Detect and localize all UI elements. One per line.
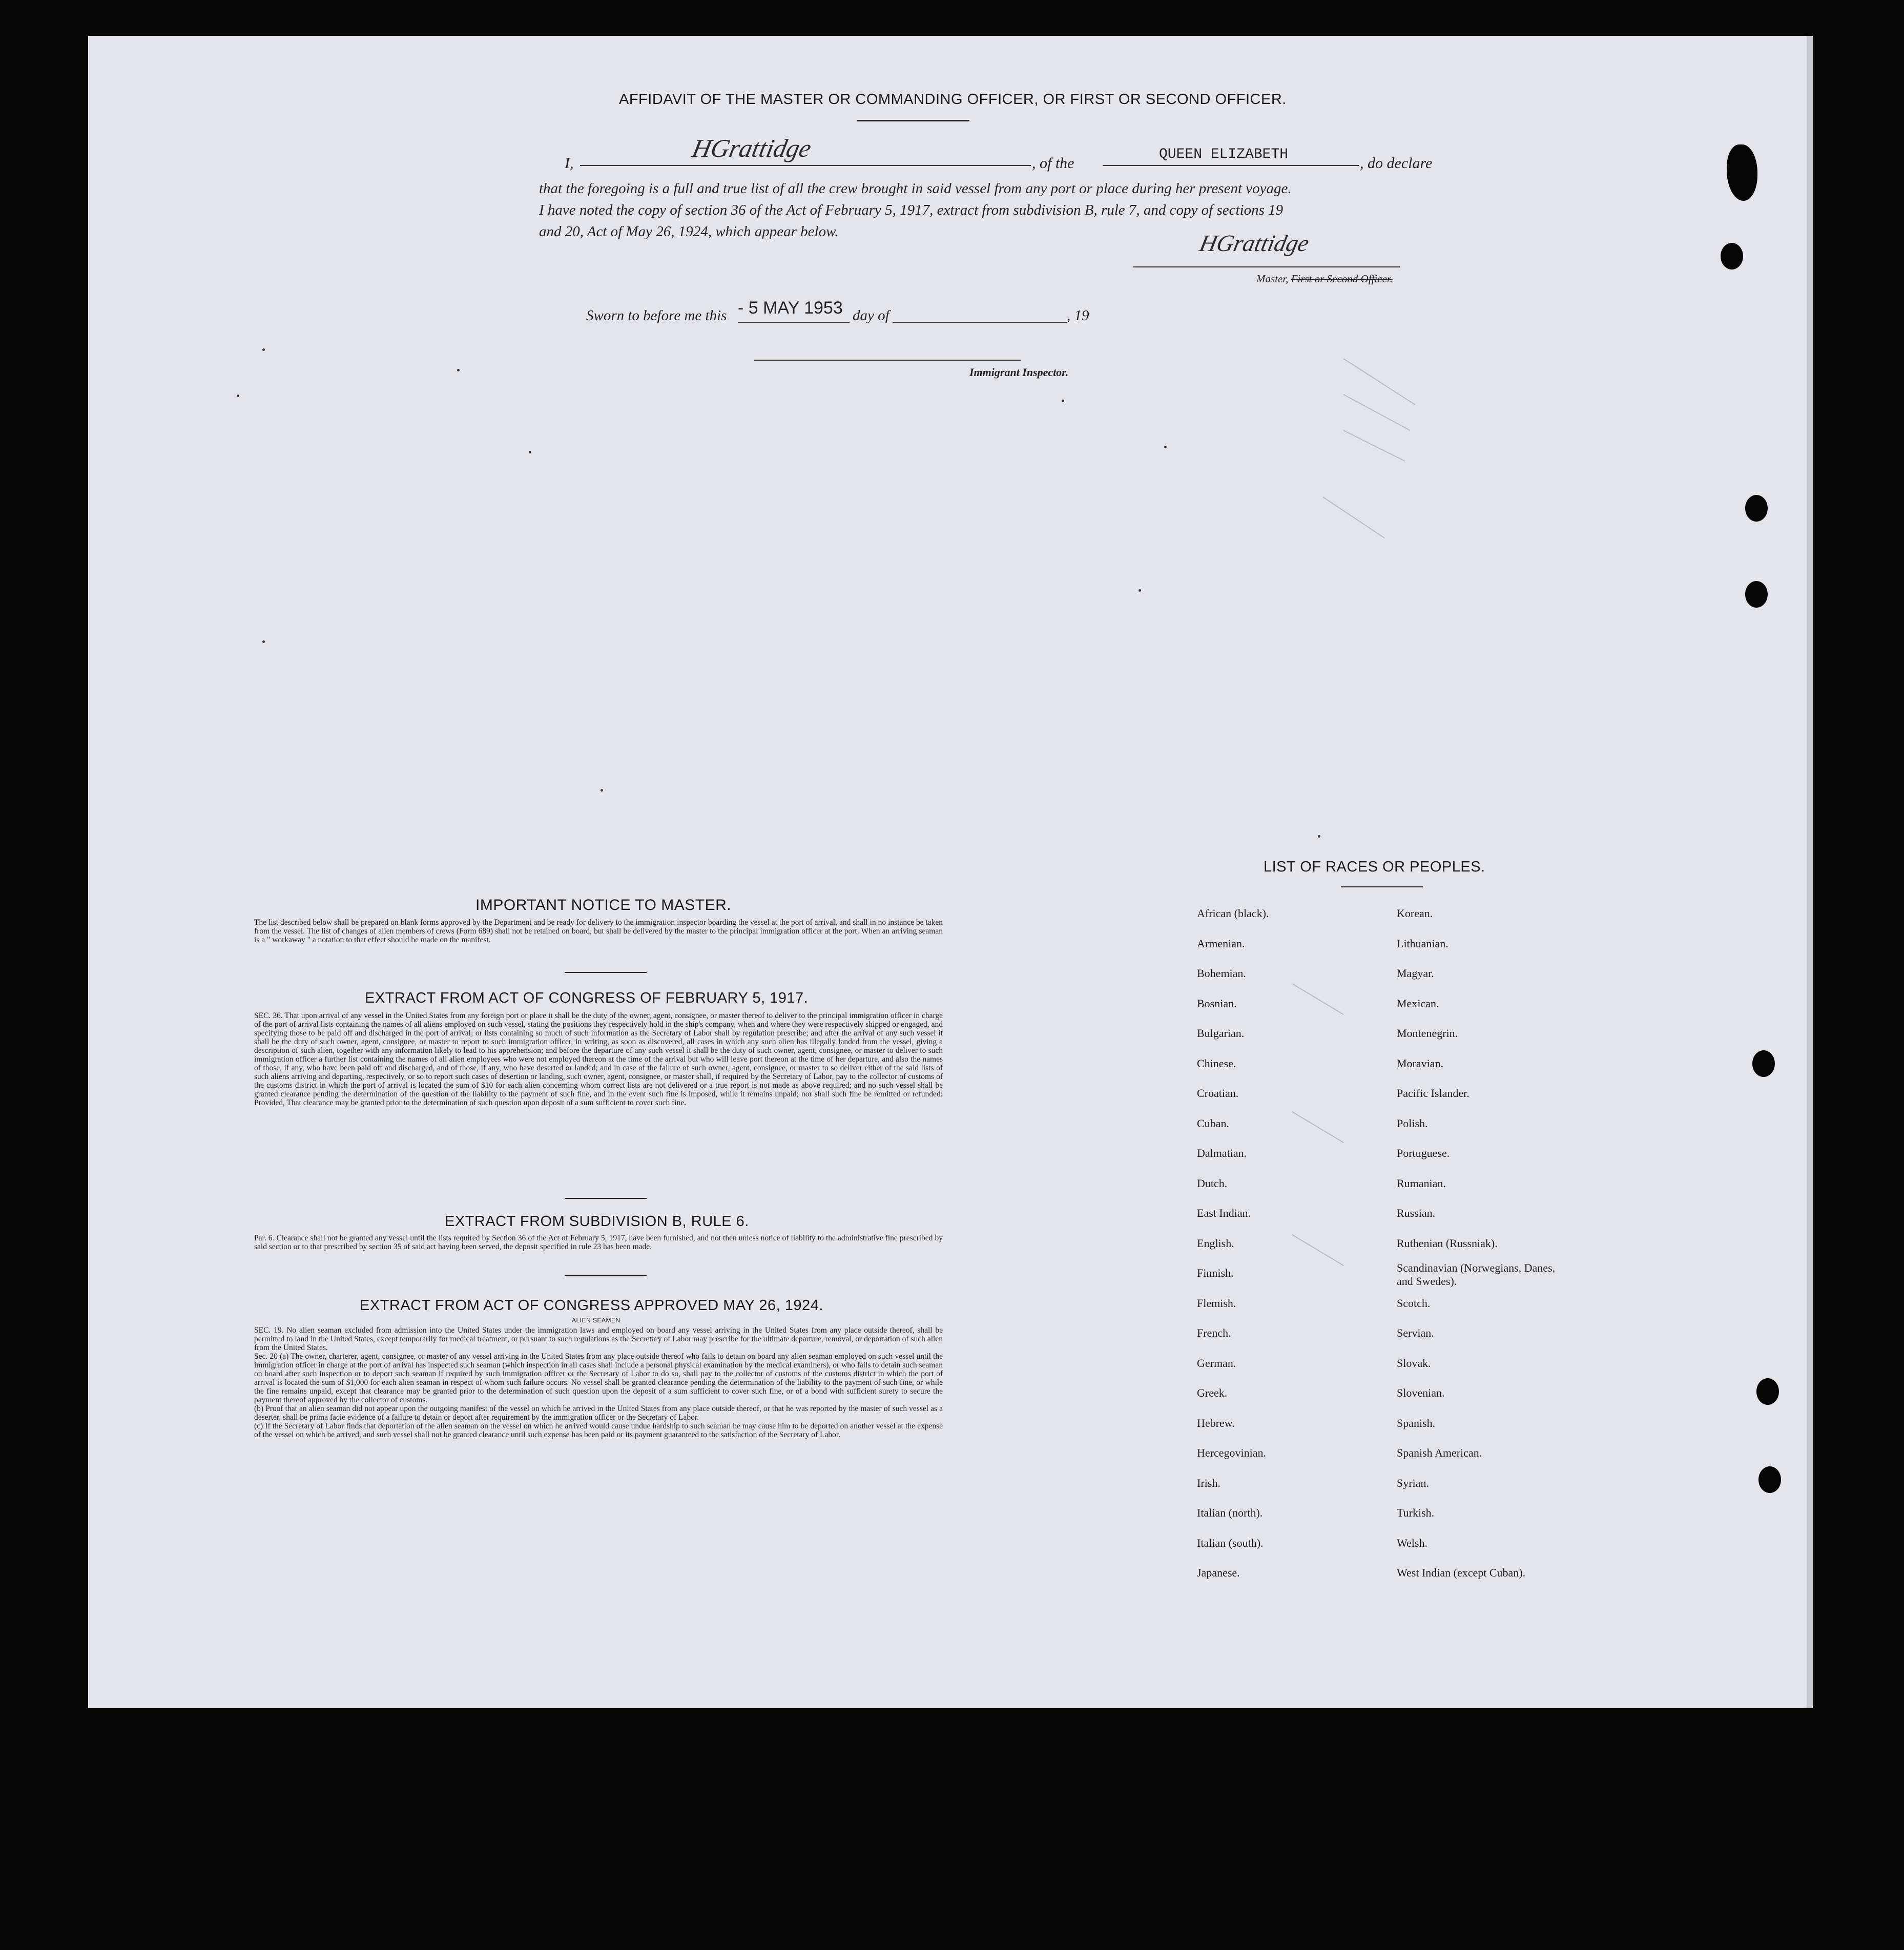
race-item: Irish. [1197,1476,1220,1489]
divider [857,120,969,121]
race-item: Bulgarian. [1197,1027,1245,1040]
race-item: African (black). [1197,907,1269,920]
extract-1924-title: EXTRACT FROM ACT OF CONGRESS APPROVED MAY 26, 1924. [360,1297,823,1314]
sworn-prefix: Sworn to before me this [586,307,727,324]
date-stamp: - 5 MAY 1953 [738,298,843,318]
divider [565,972,647,973]
races-title: LIST OF RACES OR PEOPLES. [1264,859,1485,875]
race-item: Portuguese. [1397,1147,1450,1159]
binding-hole [1752,1050,1775,1077]
alien-seamen-subtitle: ALIEN SEAMEN [572,1317,620,1324]
race-item: Dalmatian. [1197,1147,1247,1159]
stray-mark [1164,446,1167,448]
race-item: Moravian. [1397,1056,1444,1070]
race-item: Scotch. [1397,1296,1431,1310]
binding-hole [1721,243,1743,269]
rule6-title: EXTRACT FROM SUBDIVISION B, RULE 6. [445,1213,749,1230]
declaration-line-3: and 20, Act of May 26, 1924, which appear below. [539,223,839,240]
binding-hole [1758,1466,1781,1493]
stray-mark [262,640,265,643]
race-item: Armenian. [1197,937,1245,950]
stray-mark [262,348,265,351]
name-field-line [580,164,1031,166]
rule6-text: Par. 6. Clearance shall not be granted any vessel until the lists required by Section 36 of the Act of February 5, 1917, have been furnished, and not then unless notice of liability to the administrative fine prescribed by said section or to that prescribed by section 35 of said act having been served, the deposit specified in rule 23 has been made. [254,1234,943,1251]
race-item: Croatian. [1197,1087,1239,1100]
race-item: Hercegovinian. [1197,1446,1266,1459]
race-item: Polish. [1397,1116,1428,1130]
race-item: Chinese. [1197,1056,1236,1070]
race-item: Finnish. [1197,1267,1234,1279]
section-20a-text: Sec. 20 (a) The owner, charterer, agent, consignee, or master of any vessel arriving in the United States from any place outside thereof who fails to detain on board any alien seaman employed on such vessel until the immigration officer in charge at the port of arrival has inspected such seaman (which inspection in all cases shall include a personal physical examination by the medical examiners), or who fails to detain such seaman on board after such inspection or to deport such seaman if required by such immigration officer or the Secretary of Labor to do so, shall pay to the collector of customs of the customs district in which the port of arrival is located the sum of $1,000 for each alien seaman in respect of whom such failure occurs. No vessel shall be granted clearance pending the determination of the liability to the payment of such fine, or while the fine remains unpaid, except that clearance may be granted prior to the determination of such question upon the deposit of a sum sufficient to cover such fine, or of a bond with sufficient surety to secure the payment thereof approved by the collector of customs. [254,1352,943,1404]
race-item: Rumanian. [1397,1176,1446,1190]
race-item: Slovak. [1397,1356,1431,1370]
declaration-line-1: that the foregoing is a full and true list of all the crew brought in said vessel from any port or place during her present voyage. [539,180,1292,197]
stray-mark [237,395,239,397]
page-edge [1807,36,1813,1708]
stray-mark [1062,400,1064,402]
section-20c-text: (c) If the Secretary of Labor finds that deportation of the alien seaman on the vessel on which he arrived would cause undue hardship to such seaman he may cause him to be deported on another vessel at the expense of the vessel on which he arrived, and such vessel shall not be granted clearance until such expense has been paid or its payment guaranteed to the satisfaction of the Secretary of Labor. [254,1422,943,1439]
race-item: West Indian (except Cuban). [1397,1566,1526,1579]
race-item: Syrian. [1397,1476,1429,1489]
race-item: Scandinavian (Norwegians, Danes, and Swedes). [1397,1261,1556,1288]
master-title-label: Master, [1256,273,1289,285]
vessel-name: QUEEN ELIZABETH [1159,147,1289,162]
race-item: Lithuanian. [1397,937,1448,950]
master-title [1256,273,1393,285]
race-item: Slovenian. [1397,1386,1445,1399]
stray-mark [601,789,603,792]
race-item: French. [1197,1326,1231,1339]
race-item: Japanese. [1197,1566,1240,1579]
race-item: Dutch. [1197,1176,1228,1190]
extract-1924-text [254,1326,943,1439]
declaration-line-2: I have noted the copy of section 36 of the Act of February 5, 1917, extract from subdivision B, rule 7, and copy of sections 19 [539,202,1284,218]
race-item: Italian (south). [1197,1536,1264,1549]
stray-mark [457,369,460,371]
inspector-signature-line [754,359,1021,361]
race-item: Cuban. [1197,1116,1229,1130]
race-item: Bohemian. [1197,967,1246,980]
binding-hole [1745,581,1768,608]
race-item: Montenegrin. [1397,1027,1458,1040]
binding-hole [1756,1378,1779,1405]
race-item: Flemish. [1197,1296,1236,1310]
race-item: Bosnian. [1197,997,1237,1010]
notice-text: The list described below shall be prepared on blank forms approved by the Department and be ready for delivery to the immigration inspector boarding the vessel at the port of arrival, and shall in no instance be taken from the vessel. The list of changes of alien members of crews (Form 689) shall not be retained on board, but shall be delivered by the master to the principal immigration officer at the port. When an arriving seaman is a " workaway " a notation to that effect should be made on the manifest. [254,918,943,944]
race-item: English. [1197,1236,1234,1250]
race-item: Servian. [1397,1326,1434,1339]
binding-hole [1745,495,1768,522]
year-prefix: , 19 [1067,307,1089,324]
extract-1917-text: SEC. 36. That upon arrival of any vessel in the United States from any foreign port or place it shall be the duty of the owner, agent, consignee, or master thereof to deliver to the principal immigration officer in charge of the port of arrival lists containing the names of all aliens employed on such vessel, stating the positions they respectively hold in the ship's company, when and where they were respectively shipped or engaged, and specifying those to be paid off and discharged in the port of arrival; or lists containing so much of such information as the Secretary of Labor shall by regulation prescribe; and after the arrival of any such vessel it shall be the duty of such owner, agent, consignee, or master to report to such immigration officer, in writing, as soon as discovered, all cases in which any such alien has illegally landed from the vessel, giving a description of such alien, together with any information likely to lead to his apprehension; and before the departure of any such vessel it shall be the duty of such owner, agent, consignee, or master to deliver to such immigration officer a further list containing the names of all alien employees who were not employed thereon at the time of the arrival but who will leave port thereon at the time of her departure, and also the names of those, if any, who have been paid off and discharged, and of those, if any, who have deserted or landed; and in case of the failure of such owner, agent, consignee, or master to so deliver either of the said lists of such aliens arriving and departing, respectively, or so to report such cases of desertion or landing, such owner, agent, consignee, or master shall, if required by the Secretary of Labor, pay to the collector of customs of the customs district in which the port of arrival is located the sum of $10 for each alien concerning whom correct lists are not delivered or a true report is not made as above required; and no such vessel shall be granted clearance pending the determination of the question of the liability to the payment of such fine, and in the event such fine is imposed, while it remains unpaid; nor shall such fine be remitted or refunded: Provided, That clearance may be granted prior to the determination of such question upon deposit of a sum sufficient to cover such fine. [254,1011,943,1107]
do-declare-label: , do declare [1360,155,1433,172]
struck-officer-title: First or Second Officer. [1291,273,1393,285]
race-item: Spanish. [1397,1416,1436,1429]
stray-mark [529,451,531,453]
section-20b-text: (b) Proof that an alien seaman did not appear upon the outgoing manifest of the vessel on which he arrived in the United States from any place outside thereof, or that he was reported by the master of such vessel as a deserter, shall be prima facie evidence of a failure to detain or deport after requirement by the immigration officer or the Secretary of Labor. [254,1404,943,1422]
race-item: Russian. [1397,1207,1436,1219]
race-item: Korean. [1397,907,1433,920]
document-page [88,36,1813,1708]
inspector-label: Immigrant Inspector. [969,366,1069,379]
divider [565,1198,647,1199]
race-item: Greek. [1197,1386,1228,1399]
race-item: Welsh. [1397,1536,1427,1549]
extract-1917-title: EXTRACT FROM ACT OF CONGRESS OF FEBRUARY 5, 1917. [365,990,809,1006]
day-of-label: day of [853,307,889,324]
captain-signature: HGrattidge [690,134,814,162]
section-19-text: SEC. 19. No alien seaman excluded from admission into the United States under the immigration laws and employed on board any vessel arriving in the United States from any place outside thereof, shall be permitted to land in the United States, except temporarily for medical treatment, or pursuant to such regulations as the Secretary of Labor may prescribe for the ultimate departure, removal, or deportation of such alien from the United States. [254,1326,943,1352]
stray-mark [1139,589,1141,592]
affidavit-pronoun: I, [565,155,574,172]
divider [565,1275,647,1276]
of-the-label: , of the [1032,155,1074,172]
race-item: Mexican. [1397,997,1439,1010]
race-item: Italian (north). [1197,1506,1263,1519]
race-item: Spanish American. [1397,1446,1482,1459]
race-item: Pacific Islander. [1397,1087,1470,1100]
vessel-field-line [1103,164,1359,166]
race-item: East Indian. [1197,1207,1251,1219]
race-item: Hebrew. [1197,1416,1235,1429]
month-line [893,321,1067,323]
master-signature-line [1133,265,1400,267]
affidavit-title: AFFIDAVIT OF THE MASTER OR COMMANDING OFFICER, OR FIRST OR SECOND OFFICER. [619,91,1287,108]
race-item: German. [1197,1356,1236,1370]
notice-title: IMPORTANT NOTICE TO MASTER. [475,897,732,914]
master-signature: HGrattidge [1197,230,1312,256]
race-item: Magyar. [1397,967,1434,980]
race-item: Turkish. [1397,1506,1435,1519]
bleed-through-marks [1190,354,1477,1327]
sworn-day-line [738,321,850,323]
race-item: Ruthenian (Russniak). [1397,1236,1498,1250]
